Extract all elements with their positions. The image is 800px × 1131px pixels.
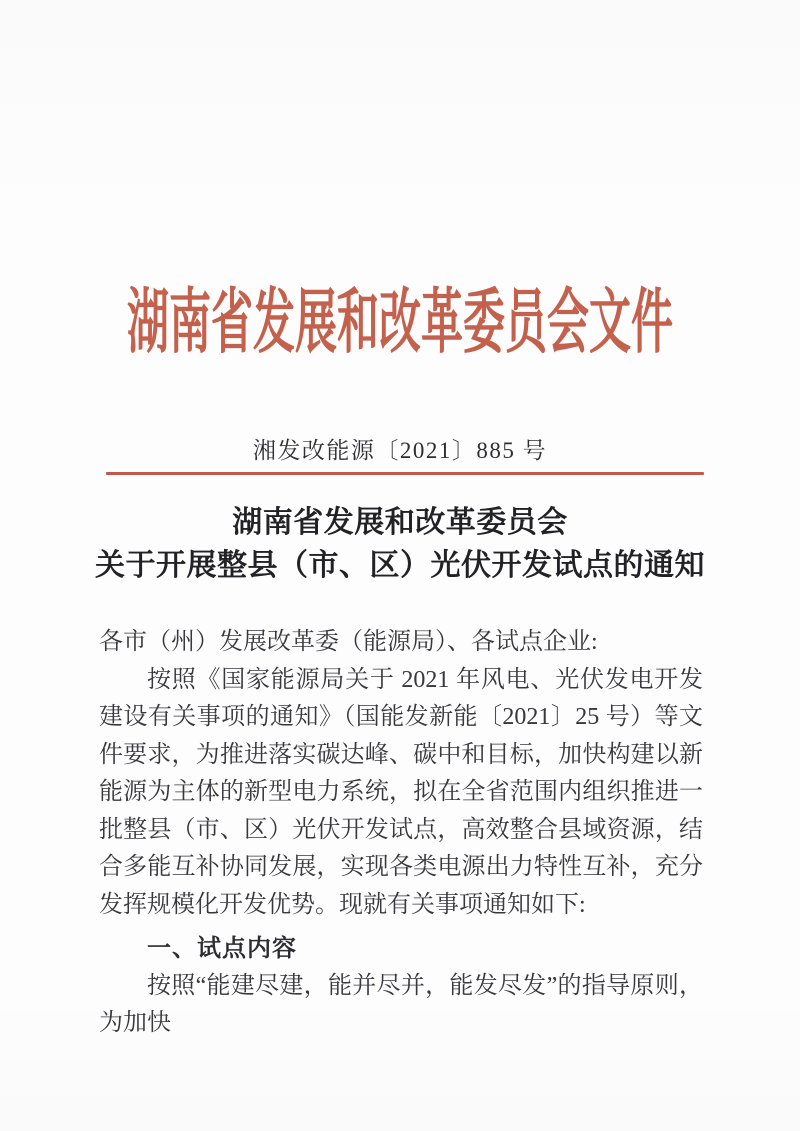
letterhead-title: 湖南省发展和改革委员会文件 [126,285,673,363]
notice-body [99,624,703,1043]
document-title-line2: 关于开展整县（市、区）光伏开发试点的通知 [95,549,705,582]
section-heading-1: 一、试点内容 [147,935,297,962]
body-paragraph-1: 按照《国家能源局关于 2021 年风电、光伏发电开发建设有关事项的通知》（国能发新能〔2021〕25 号）等文件要求，为推进落实碳达峰、碳中和目标，加快构建以新能源为主体的新型电力系统，拟在全省范围内组织推进一批整县（市、区）光伏开发试点，高效整合县域资源，结合多能互补协同发展，实现各类电源出力特性互补，充分发挥规模化开发优势。现就有关事项通知如下: [99,666,703,918]
body-paragraph-2: 按照“能建尽建，能并尽并，能发尽发”的指导原则，为加快 [99,972,703,1036]
document-title [0,501,800,587]
red-divider-line [106,472,704,475]
document-title-line1: 湖南省发展和改革委员会 [232,506,568,539]
salutation: 各市（州）发展改革委（能源局）、各试点企业: [99,629,598,655]
document-number: 湘发改能源〔2021〕885 号 [252,438,548,463]
